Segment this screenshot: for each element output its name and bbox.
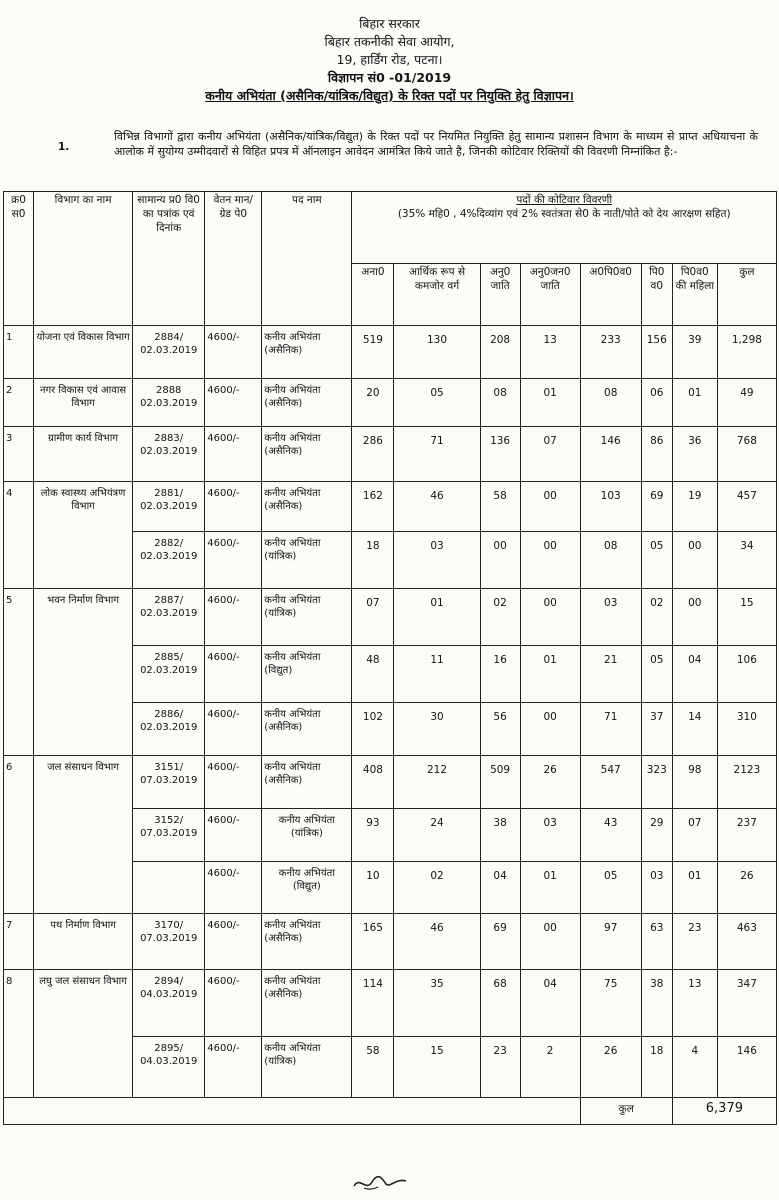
header-line-3: 19, हार्डिंग रोड, पटना। [336,52,443,67]
pay-scale: 4600/- [205,914,262,970]
category-value: 23 [480,1037,520,1098]
category-value: 323 [641,756,672,809]
row-total: 463 [717,914,776,970]
category-value: 03 [394,532,480,589]
post-name: कनीय अभियंता (असैनिक) [262,326,352,379]
letter-ref: 3170/ 07.03.2019 [133,914,205,970]
row-total: 1,298 [717,326,776,379]
post-name: कनीय अभियंता (यांत्रिक) [262,532,352,589]
category-value: 93 [352,809,394,862]
category-value: 4 [672,1037,717,1098]
category-value: 08 [480,379,520,427]
post-name: कनीय अभियंता (यांत्रिक) [262,809,352,862]
department-name: योजना एवं विकास विभाग [34,326,133,379]
category-value: 21 [580,646,641,703]
pay-scale: 4600/- [205,379,262,427]
category-value: 156 [641,326,672,379]
category-value: 37 [641,703,672,756]
category-value: 165 [352,914,394,970]
row-total: 310 [717,703,776,756]
pay-scale: 4600/- [205,1037,262,1098]
advertisement-subject: कनीय अभियंता (असैनिक/यांत्रिक/विद्युत) के रिक्त पदों पर नियुक्ति हेतु विज्ञापन। [205,88,574,103]
category-value: 46 [394,914,480,970]
category-header: पि0व0 की महिला [672,264,717,326]
pay-scale: 4600/- [205,970,262,1037]
row-total: 2123 [717,756,776,809]
department-name: भवन निर्माण विभाग [34,589,133,756]
letter-ref: 2894/ 04.03.2019 [133,970,205,1037]
category-value: 16 [480,646,520,703]
category-value: 97 [580,914,641,970]
category-value: 103 [580,482,641,532]
category-value: 58 [352,1037,394,1098]
category-value: 01 [520,379,580,427]
table-row [4,482,777,532]
category-value: 00 [520,532,580,589]
letter-ref: 2885/ 02.03.2019 [133,646,205,703]
category-value: 10 [352,862,394,914]
category-value: 69 [641,482,672,532]
serial-number: 5 [4,589,34,756]
category-value: 07 [520,427,580,482]
department-name: पथ निर्माण विभाग [34,914,133,970]
category-value: 146 [580,427,641,482]
header-sn: क्र0 स0 [4,192,34,326]
table-row [4,379,777,427]
category-value: 26 [580,1037,641,1098]
paragraph-number: 1. [58,141,70,153]
row-total: 768 [717,427,776,482]
department-name: ग्रामीण कार्य विभाग [34,427,133,482]
pay-scale: 4600/- [205,326,262,379]
category-value: 75 [580,970,641,1037]
post-name: कनीय अभियंता (यांत्रिक) [262,1037,352,1098]
category-value: 408 [352,756,394,809]
post-name: कनीय अभियंता (असैनिक) [262,756,352,809]
table-row [4,427,777,482]
serial-number: 7 [4,914,34,970]
category-value: 00 [520,703,580,756]
category-value: 01 [672,862,717,914]
pay-scale: 4600/- [205,703,262,756]
letter-ref: 2895/ 04.03.2019 [133,1037,205,1098]
category-value: 00 [672,532,717,589]
category-value: 06 [641,379,672,427]
pay-scale: 4600/- [205,532,262,589]
letter-ref: 2884/ 02.03.2019 [133,326,205,379]
header-category-group [352,192,777,264]
category-value: 208 [480,326,520,379]
category-value: 00 [520,914,580,970]
category-value: 01 [672,379,717,427]
category-header: अना0 [352,264,394,326]
category-value: 08 [580,379,641,427]
category-value: 05 [641,646,672,703]
table-row [4,326,777,379]
category-value: 05 [394,379,480,427]
pay-scale: 4600/- [205,756,262,809]
serial-number: 2 [4,379,34,427]
category-value: 98 [672,756,717,809]
row-total: 26 [717,862,776,914]
category-value: 38 [480,809,520,862]
serial-number: 8 [4,970,34,1098]
letter-ref: 2883/ 02.03.2019 [133,427,205,482]
category-value: 43 [580,809,641,862]
vacancy-table [3,191,777,1125]
category-value: 68 [480,970,520,1037]
table-row [4,756,777,809]
department-name: लघु जल संसाधन विभाग [34,970,133,1098]
post-name: कनीय अभियंता (यांत्रिक) [262,589,352,646]
signature [350,1172,410,1194]
category-value: 26 [520,756,580,809]
header-line-2: बिहार तकनीकी सेवा आयोग, [324,34,455,49]
header-post: पद नाम [262,192,352,326]
pay-scale: 4600/- [205,646,262,703]
category-value: 162 [352,482,394,532]
letter-ref: 3152/ 07.03.2019 [133,809,205,862]
row-total: 347 [717,970,776,1037]
category-value: 00 [520,589,580,646]
category-header: अ0पि0व0 [580,264,641,326]
category-value: 58 [480,482,520,532]
header-dept: विभाग का नाम [34,192,133,326]
letter-ref: 2882/ 02.03.2019 [133,532,205,589]
serial-number: 1 [4,326,34,379]
category-value: 38 [641,970,672,1037]
header-ref: सामान्य प्र0 वि0 का पत्रांक एवं दिनांक [133,192,205,326]
table-row [4,589,777,646]
header-line-1: बिहार सरकार [359,16,420,31]
category-value: 23 [672,914,717,970]
category-header: कुल [717,264,776,326]
category-value: 04 [672,646,717,703]
category-value: 35 [394,970,480,1037]
category-value: 71 [394,427,480,482]
category-value: 03 [580,589,641,646]
category-value: 286 [352,427,394,482]
category-header: अनु0 जाति [480,264,520,326]
pay-scale: 4600/- [205,589,262,646]
category-header: अनु0जन0 जाति [520,264,580,326]
category-value: 36 [672,427,717,482]
department-name: लोक स्वास्थ्य अभियंत्रण विभाग [34,482,133,589]
category-value: 69 [480,914,520,970]
category-value: 02 [480,589,520,646]
category-value: 00 [520,482,580,532]
category-value: 46 [394,482,480,532]
category-value: 2 [520,1037,580,1098]
category-value: 05 [641,532,672,589]
total-row-spacer [4,1098,581,1125]
post-name: कनीय अभियंता (असैनिक) [262,427,352,482]
table-body [4,326,777,1125]
category-value: 03 [520,809,580,862]
post-name: कनीय अभियंता (असैनिक) [262,482,352,532]
category-value: 18 [641,1037,672,1098]
letter-ref: 2887/ 02.03.2019 [133,589,205,646]
post-name: कनीय अभियंता (असैनिक) [262,703,352,756]
category-value: 13 [520,326,580,379]
row-total: 106 [717,646,776,703]
grand-total: 6,379 [672,1098,776,1125]
pay-scale: 4600/- [205,427,262,482]
category-header: पि0 व0 [641,264,672,326]
category-value: 114 [352,970,394,1037]
category-value: 509 [480,756,520,809]
category-value: 08 [580,532,641,589]
pay-scale: 4600/- [205,482,262,532]
category-value: 56 [480,703,520,756]
serial-number: 6 [4,756,34,914]
serial-number: 3 [4,427,34,482]
table-row [4,914,777,970]
category-value: 07 [672,809,717,862]
category-value: 00 [480,532,520,589]
category-value: 19 [672,482,717,532]
pay-scale: 4600/- [205,862,262,914]
category-value: 01 [394,589,480,646]
department-name: जल संसाधन विभाग [34,756,133,914]
paragraph-text: विभिन्न विभागों द्वारा कनीय अभियंता (असैनिक/यांत्रिक/विद्युत) के रिक्त पदों पर नियमित नियुक्ति हेतु सामान्य प्रशासन विभाग के माध्यम से प्राप्त अधियाचना के आलोक में सुयोग्य उम्मीदवारों से विहित प्रपत्र में ऑनलाइन आवेदन आमंत्रित किये जाते है, जिनकी कोटिवार रिक्तियों की विवरणी निम्नांकित है:- [114,130,758,158]
letter-ref: 2881/ 02.03.2019 [133,482,205,532]
department-name: नगर विकास एवं आवास विभाग [34,379,133,427]
category-value: 102 [352,703,394,756]
row-total: 49 [717,379,776,427]
total-row [4,1098,777,1125]
category-value: 20 [352,379,394,427]
post-name: कनीय अभियंता (असैनिक) [262,379,352,427]
category-group-title: पदों की कोटिवार विवरणी [516,194,613,206]
row-total: 34 [717,532,776,589]
serial-number: 4 [4,482,34,589]
row-total: 457 [717,482,776,532]
category-value: 04 [520,970,580,1037]
category-header: आर्थिक रूप से कमजोर वर्ग [394,264,480,326]
category-value: 04 [480,862,520,914]
category-value: 07 [352,589,394,646]
category-value: 547 [580,756,641,809]
category-value: 233 [580,326,641,379]
advertisement-number: विज्ञापन सं0 -01/2019 [327,70,452,85]
row-total: 15 [717,589,776,646]
letter-ref: 2888 02.03.2019 [133,379,205,427]
category-value: 00 [672,589,717,646]
letter-ref: 2886/ 02.03.2019 [133,703,205,756]
header-pay: वेतन मान/ ग्रेड पे0 [205,192,262,326]
post-name: कनीय अभियंता (विद्युत) [262,862,352,914]
category-value: 39 [672,326,717,379]
category-value: 48 [352,646,394,703]
category-value: 03 [641,862,672,914]
category-value: 86 [641,427,672,482]
document-header [0,15,779,105]
category-value: 02 [394,862,480,914]
category-value: 136 [480,427,520,482]
intro-paragraph [58,130,758,159]
category-value: 01 [520,862,580,914]
category-value: 130 [394,326,480,379]
row-total: 237 [717,809,776,862]
category-value: 18 [352,532,394,589]
category-value: 63 [641,914,672,970]
category-value: 24 [394,809,480,862]
pay-scale: 4600/- [205,809,262,862]
post-name: कनीय अभियंता (असैनिक) [262,914,352,970]
category-value: 13 [672,970,717,1037]
letter-ref [133,862,205,914]
category-value: 519 [352,326,394,379]
letter-ref: 3151/ 07.03.2019 [133,756,205,809]
category-value: 14 [672,703,717,756]
category-value: 11 [394,646,480,703]
category-value: 05 [580,862,641,914]
row-total: 146 [717,1037,776,1098]
category-value: 212 [394,756,480,809]
category-value: 01 [520,646,580,703]
category-value: 29 [641,809,672,862]
category-value: 02 [641,589,672,646]
category-value: 15 [394,1037,480,1098]
post-name: कनीय अभियंता (विद्युत) [262,646,352,703]
post-name: कनीय अभियंता (असैनिक) [262,970,352,1037]
total-label: कुल [580,1098,672,1125]
category-value: 30 [394,703,480,756]
category-group-note: (35% महि0 , 4%दिव्यांग एवं 2% स्वतंत्रता से0 के नाती/पोते को देय आरक्षण सहित) [397,208,731,220]
category-value: 71 [580,703,641,756]
table-row [4,970,777,1037]
